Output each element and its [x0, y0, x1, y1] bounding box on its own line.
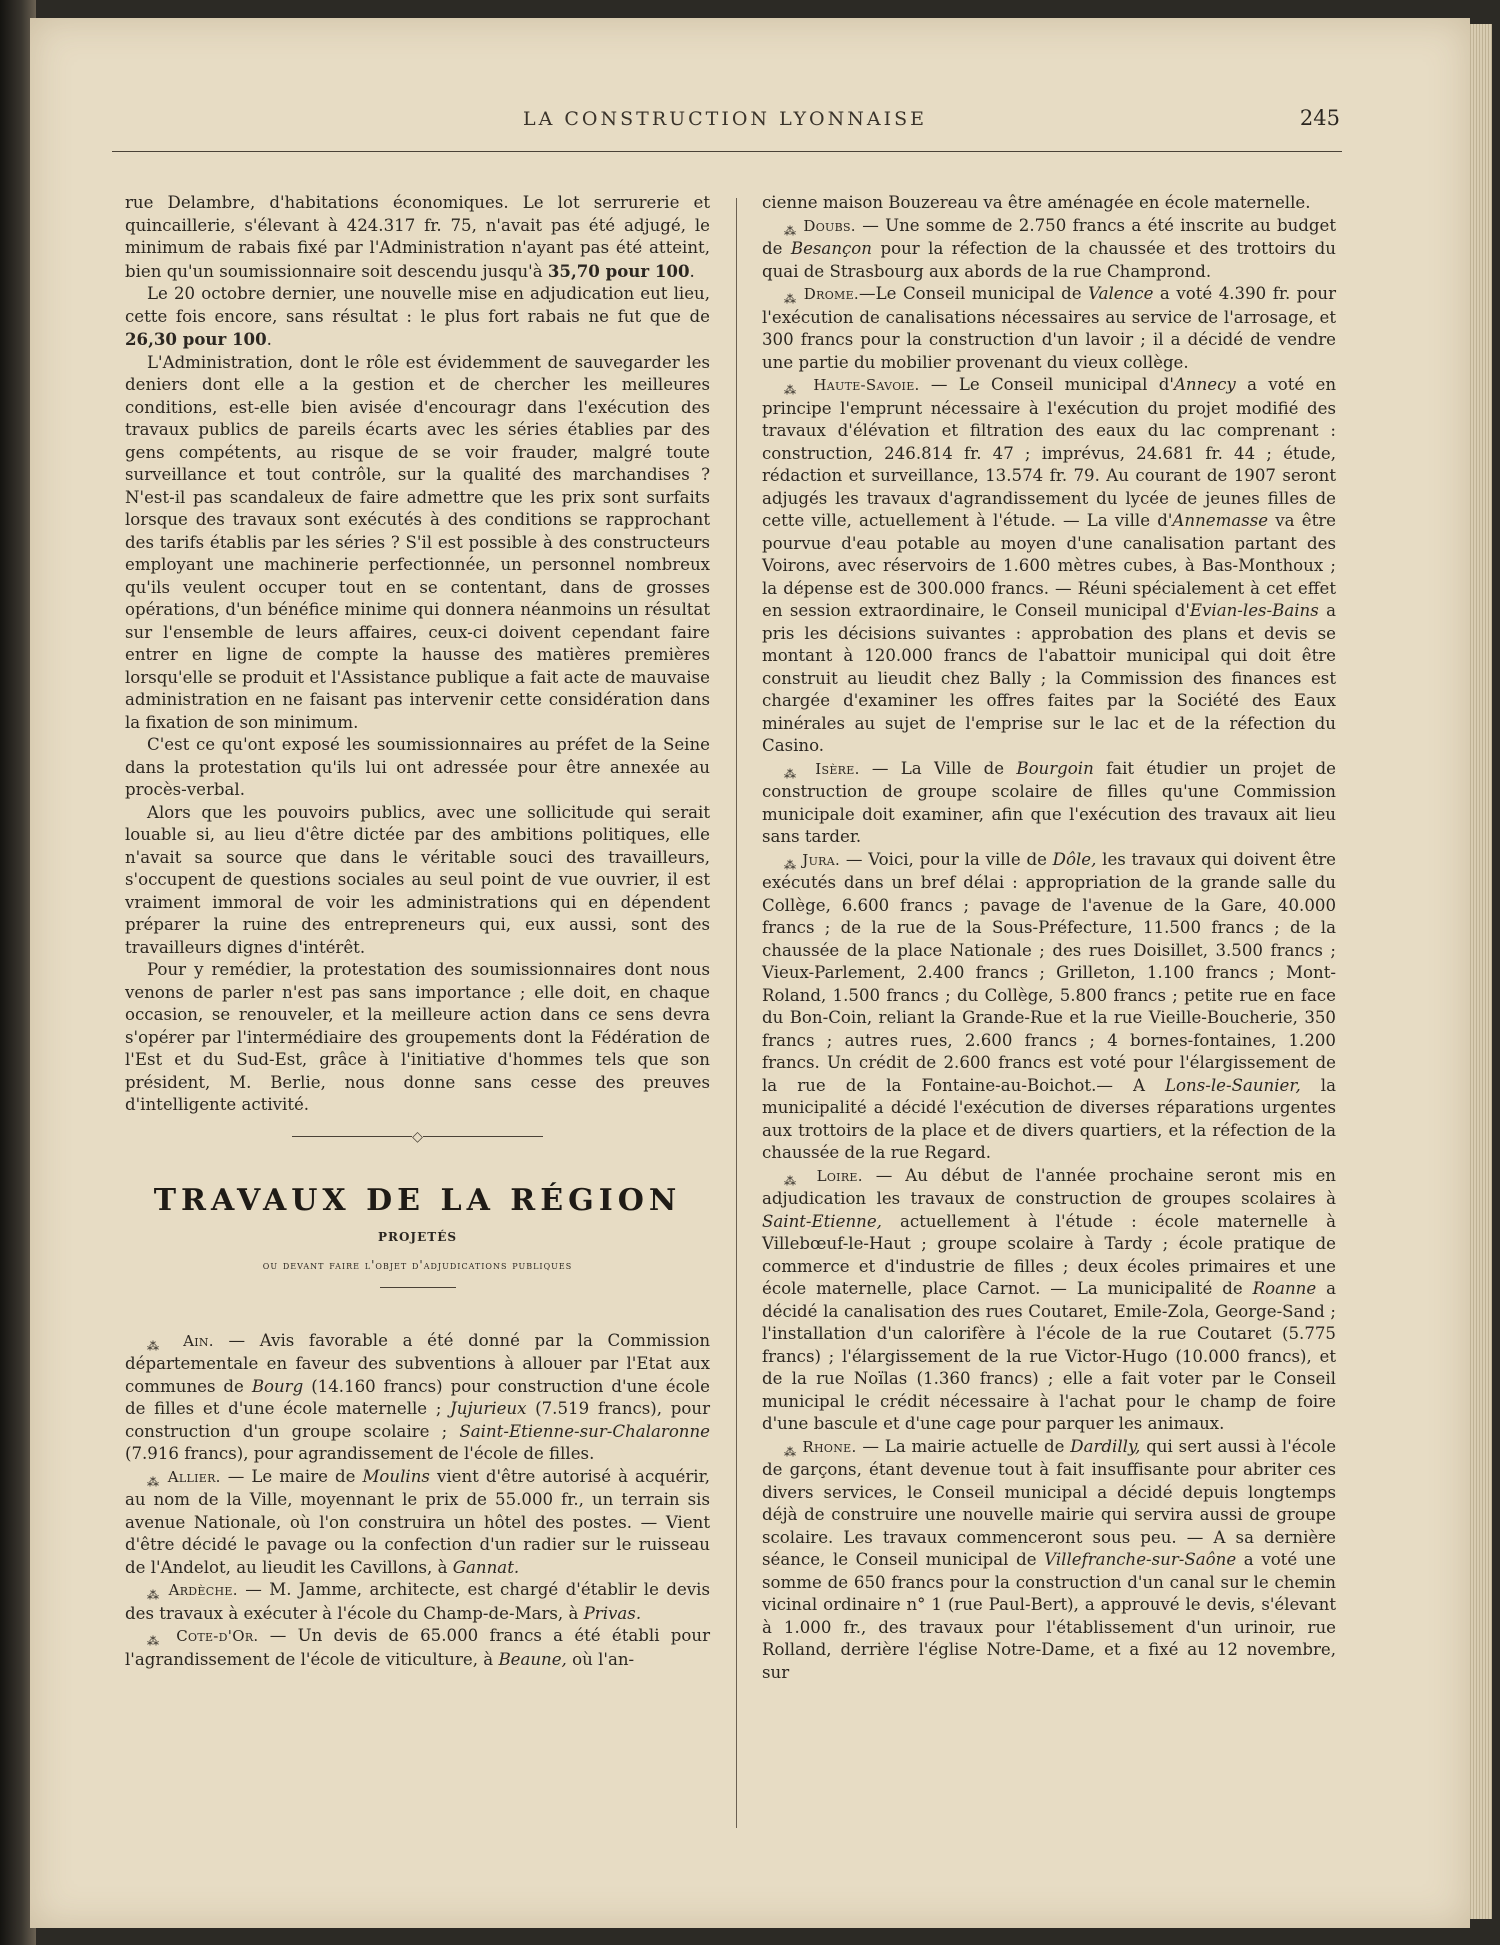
- journal-title: LA CONSTRUCTION LYONNAISE: [523, 108, 927, 130]
- entry-ain: $_⁂$ Ain. — Avis favorable a été donné par la Commission départementale en faveur des subventions à allouer par l'Etat aux communes de Bourg (14.160 francs) pour construction d'une école de filles et d'une école maternelle ; Jujurieux (7.519 francs), pour construction d'un groupe scolaire ; Saint-Etienne-sur-Chalaronne (7.916 francs), pour agrandissement de l'école de filles.: [125, 1330, 711, 1463]
- paragraph: cienne maison Bouzereau va être aménagée en école maternelle.: [762, 193, 1311, 212]
- paragraph: C'est ce qu'ont exposé les soumissionnaires au préfet de la Seine dans la protestation qu'ils lui ont adressée pour être annexée au procès-verbal.: [125, 735, 710, 799]
- entry-ardeche: $_⁂$ Ardèche. — M. Jamme, architecte, est chargé d'établir le devis des travaux à exécuter à l'école du Champ-de-Mars, à Privas.: [125, 1580, 710, 1623]
- entry-allier: $_⁂$ Allier. — Le maire de Moulins vient d'être autorisé à acquérir, au nom de la Ville, moyennant le prix de 55.000 fr., un terrain sis avenue Nationale, où l'on construira un hôtel des postes. — Vient d'être décidé le pavage ou la confection d'un radier sur le ruisseau de l'Andelot, au lieudit les Cavillons, à Gannat.: [125, 1466, 710, 1577]
- left-column: [125, 192, 710, 1671]
- entry-rhone: $_⁂$ Rhone. — La mairie actuelle de Dardilly, qui sert aussi à l'école de garçons, étant devenue tout à fait insuffisante pour abriter ces divers services, le Conseil municipal a décidé depuis longtemps déjà de construire une nouvelle mairie qui servira aussi de groupe scolaire. Les travaux commenceront sous peu. — A sa dernière séance, le Conseil municipal de Villefranche-sur-Saône a voté une somme de 650 francs pour la construction d'un canal sur le chemin vicinal ordinaire n° 1 (rue Paul-Bert), a approuvé le devis, s'élevant à 1.000 fr., des travaux pour l'établissement d'un urinoir, rue Rolland, derrière l'église Notre-Dame, et a fixé au 12 novembre, sur: [762, 1436, 1337, 1682]
- column-divider: [736, 198, 737, 1828]
- entry-doubs: $_⁂$ Doubs. — Une somme de 2.750 francs a été inscrite au budget de Besançon pour la réfection de la chaussée et des trottoirs du quai de Strasbourg aux abords de la rue Champrond.: [762, 215, 1337, 281]
- paragraph: rue Delambre, d'habitations économiques. Le lot serrurerie et quincaillerie, s'élevant à 424.317 fr. 75, n'avait pas été adjugé, le minimum de rabais fixé par l'Administration n'ayant pas été atteint, bien qu'un soumissionnaire soit descendu jusqu'à 35,70 pour 100.: [125, 193, 710, 281]
- entry-haute-savoie: $_⁂$ Haute-Savoie. — Le Conseil municipal d'Annecy a voté en principe l'emprunt nécessaire à l'exécution du projet modifié des travaux d'élévation et filtration des eaux du lac comprenant : construction, 246.814 fr. 47 ; imprévus, 24.681 fr. 44 ; étude, rédaction et surveillance, 13.574 fr. 79. Au courant de 1907 seront adjugés les travaux d'agrandissement du lycée de jeunes filles de cette ville, actuellement à l'étude. — La ville d'Annemasse va être pourvue d'eau potable au moyen d'une canalisation partant des Voirons, avec réservoirs de 1.600 mètres cubes, à Bas-Monthoux ; la dépense est de 300.000 francs. — Réuni spécialement à cet effet en session extraordinaire, le Conseil municipal d'Evian-les-Bains a pris les décisions suivantes : approbation des plans et devis se montant à 120.000 francs de l'abattoir municipal qui doit être construit au lieudit chez Bally ; la Commission des finances est chargée d'examiner les offres faites par la Société des Eaux minérales au sujet de l'emprise sur le lac et de la réfection du Casino.: [762, 375, 1337, 755]
- section-subtitle: PROJETÉS: [377, 1229, 457, 1244]
- right-column: [762, 192, 1336, 1684]
- rabais-figure: 26,30 pour 100: [125, 329, 267, 349]
- section-ornament: ◇: [268, 1131, 568, 1143]
- paragraph: L'Administration, dont le rôle est évidemment de sauvegarder les deniers dont elle a la gestion et de chercher les meilleures conditions, est-elle bien avisée d'encouragr dans l'exécution des travaux publics de pareils écarts avec les séries établies par des gens compétents, au risque de se voir frauder, malgré toute surveillance et tout contrôle, sur la qualité des marchandises ? N'est-il pas scandaleux de faire admettre que les prix sont surfaits lorsque des travaux sont exécutés à des conditions se rapprochant des tarifs établis par les séries ? S'il est possible à des constructeurs employant une machinerie perfectionnée, un personnel nombreux qu'ils veulent occuper tout en se contentant, dans de grosses opérations, d'un bénéfice minime qui donnera néanmoins un résultat sur l'ensemble de leurs affaires, ceux-ci doivent cependant faire entrer en ligne de compte la hausse des matières premières lorsqu'elle se produit et l'Assistance publique a fait acte de mauvaise administration en ne faisant pas intervenir cette considération dans la fixation de son minimum.: [125, 352, 710, 732]
- entry-isere: $_⁂$ Isère. — La Ville de Bourgoin fait étudier un projet de construction de groupe scolaire de filles qu'une Commission municipale doit examiner, afin que l'exécution des travaux ait lieu sans tarder.: [762, 758, 1336, 846]
- page-number: 245: [1299, 106, 1340, 130]
- entry-cote-dor: $_⁂$ Cote-d'Or. — Un devis de 65.000 francs a été établi pour l'agrandissement de l'école de viticulture, à Beaune, où l'an-: [125, 1626, 710, 1669]
- entry-loire: $_⁂$ Loire. — Au début de l'année prochaine seront mis en adjudication les travaux de construction de groupes scolaires à Saint-Etienne, actuellement à l'étude : école maternelle à Villebœuf-le-Haut ; groupe scolaire à Tardy ; école pratique de commerce et d'industrie de filles ; deux écoles primaires et une école maternelle, place Carnot. — La municipalité de Roanne a décidé la canalisation des rues Coutaret, Emile-Zola, George-Sand ; l'installation d'un calorifère à l'école de la rue Coutaret (5.775 francs) ; l'élargissement de la rue Victor-Hugo (10.000 francs), et de la rue Noïlas (1.360 francs) ; elle a fait voter par le Conseil municipal le crédit nécessaire à l'achat pour le champ de foire d'une bascule et d'une cage pour parquer les animaux.: [762, 1165, 1336, 1433]
- running-head: [110, 106, 1340, 146]
- paragraph: Alors que les pouvoirs publics, avec une sollicitude qui serait louable si, au lieu d'être dictée par des ambitions politiques, elle n'avait sa source que dans le véritable souci des travailleurs, s'occupent de questions sociales au seul point de vue ouvrier, il est vraiment immoral de voir les administrations qui en dépendent préparer la ruine des entrepreneurs qui, eux aussi, sont des travailleurs dignes d'intérêt.: [125, 802, 710, 957]
- entry-drome: $_⁂$ Drome.—Le Conseil municipal de Valence a voté 4.390 fr. pour l'exécution de canalisations nécessaires au service de l'arrosage, et 300 francs pour la construction d'un lavoir ; il a décidé de vendre une partie du mobilier provenant du vieux collège.: [762, 284, 1337, 372]
- section-title: TRAVAUX DE LA RÉGION: [153, 1182, 682, 1218]
- paragraph: Le 20 octobre dernier, une nouvelle mise en adjudication eut lieu, cette fois encore, sans résultat : le plus fort rabais ne fut que de 26,30 pour 100.: [125, 284, 710, 349]
- section-rule: [380, 1287, 456, 1288]
- entry-jura: $_⁂$ Jura. — Voici, pour la ville de Dôle, les travaux qui doivent être exécutés dans un bref délai : appropriation de la grande salle du Collège, 6.600 francs ; pavage de l'avenue de la Gare, 40.000 francs ; de la rue de la Sous-Préfecture, 11.500 francs ; de la chaussée de la place Nationale ; des rues Doisillet, 3.500 francs ; Vieux-Parlement, 2.400 francs ; Grilleton, 1.100 francs ; Mont-Roland, 1.500 francs ; du Collège, 5.800 francs ; petite rue en face du Bon-Coin, reliant la Grande-Rue et la rue Vieille-Boucherie, 350 francs ; autres rues, 2.600 francs ; 4 bornes-fontaines, 1.200 francs. Un crédit de 2.600 francs est voté pour l'élargissement de la rue de la Fontaine-au-Boichot.— A Lons-le-Saunier, la municipalité a décidé l'exécution de diverses réparations urgentes aux trottoirs de la place et de divers quartiers, et la réfection de la chaussée de la rue Regard.: [762, 849, 1337, 1162]
- rabais-figure: 35,70 pour 100: [547, 260, 690, 281]
- journal-page: [30, 18, 1470, 1928]
- paragraph: Pour y remédier, la protestation des soumissionnaires dont nous venons de parler n'est pas sans importance ; elle doit, en chaque occasion, se renouveler, et la meilleure action dans ce sens devra s'opérer par l'intermédiaire des groupements dont la Fédération de l'Est et du Sud-Est, grâce à l'initiative d'hommes tels que son président, M. Berlie, nous donne sans cesse des preuves d'intelligente activité.: [125, 960, 710, 1114]
- section-subtitle-2: ou devant faire l'objet d'adjudications publiques: [262, 1257, 573, 1272]
- header-rule: [112, 151, 1342, 152]
